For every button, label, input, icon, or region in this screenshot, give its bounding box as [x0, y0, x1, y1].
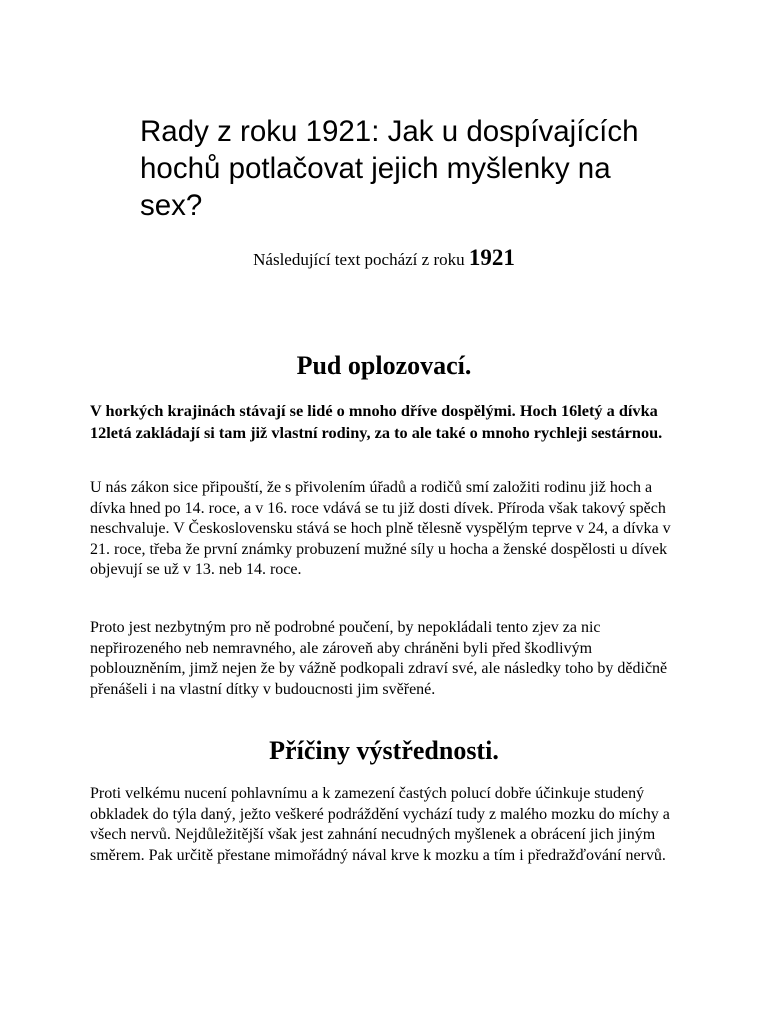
- subtitle-text: Následující text pochází z roku: [253, 250, 465, 269]
- body-paragraph: U nás zákon sice připouští, že s přivolením úřadů a rodičů smí založiti rodinu již hoch a dívka hned po 14. roce, a v 16. roce vdává se tu již dosti dívek. Příroda však takový spěch neschvaluje. V Československu stává se hoch plně tělesně vyspělým teprve v 24, a dívka v 21. roce, třeba že první známky probuzení mužné síly u hocha a ženské dospělosti u dívek objevují se už v 13. neb 14. roce.: [90, 479, 671, 578]
- section-heading-pud-oplozovaci: Pud oplozovací.: [296, 351, 472, 380]
- lead-paragraph: V horkých krajinách stávají se lidé o mnoho dříve dospělými. Hoch 16letý a dívka 12letá zakládají si tam již vlastní rodiny, za to ale také o mnoho rychleji sestárnou.: [90, 401, 663, 442]
- document-subtitle: [0, 244, 768, 274]
- body-paragraph: Proto jest nezbytným pro ně podrobné poučení, by nepokládali tento zjev za nic nepřirozeného neb nemravného, ale zároveň aby chráněni byli před škodlivým poblouzněním, jimž nejen že by vážně podkopali zdraví své, ale následky toho by dědičně přenášeli i na vlastní dítky v budoucnosti jim svěřené.: [90, 619, 668, 698]
- subtitle-year: 1921: [468, 245, 515, 270]
- document-title: Rady z roku 1921: Jak u dospívajících hochů potlačovat jejich myšlenky na sex?: [140, 115, 639, 222]
- body-paragraph: Proti velkému nucení pohlavnímu a k zamezení častých polucí dobře účinkuje studený obkladek do týla daný, ježto veškeré podráždění vychází tudy z malého mozku do míchy a všech nervů. Nejdůležitější však jest zahnání necudných myšlenek a obrácení jich jiným směrem. Pak určitě přestane mimořádný nával krve k mozku a tím i předražďování nervů.: [90, 785, 670, 864]
- section-heading-priciny-vystrednosti: Příčiny výstřednosti.: [269, 736, 499, 765]
